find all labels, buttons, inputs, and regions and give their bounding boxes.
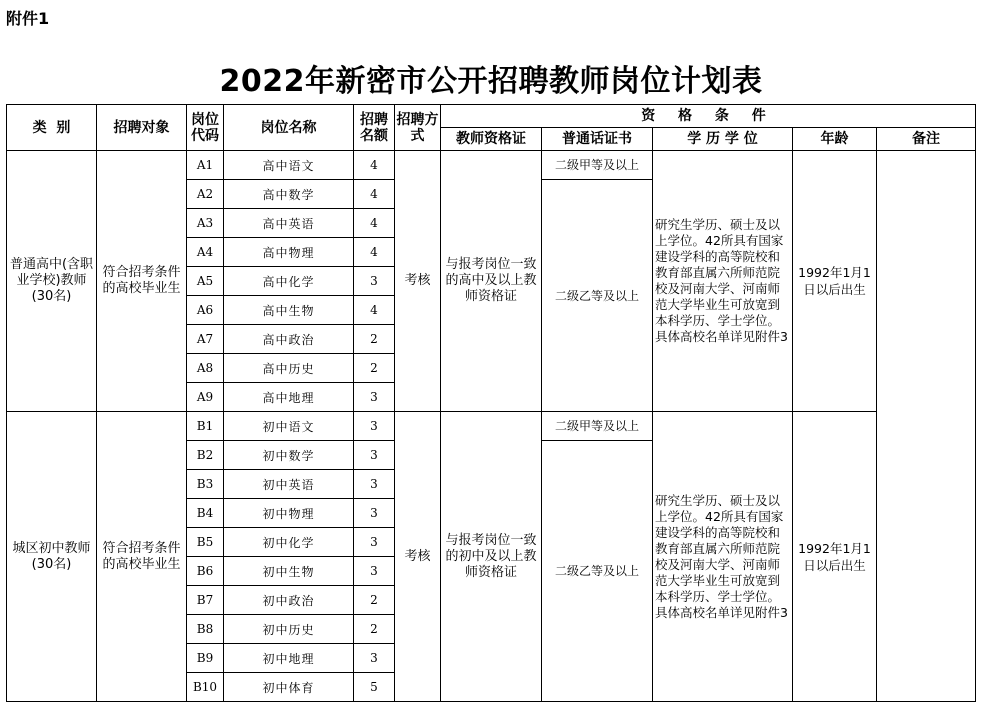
mandarin-cert-rest: 二级乙等及以上 <box>542 441 653 702</box>
recruitment-plan-table <box>6 104 976 702</box>
position-code: A4 <box>187 238 224 267</box>
position-quota: 3 <box>354 528 395 557</box>
position-quota: 3 <box>354 644 395 673</box>
category-cell: 普通高中(含职业学校)教师(30名) <box>7 151 97 412</box>
position-quota: 4 <box>354 180 395 209</box>
header-category: 类 别 <box>7 105 97 151</box>
position-name: 初中语文 <box>224 412 354 441</box>
table-row <box>7 151 976 180</box>
method-cell: 考核 <box>395 151 441 412</box>
mandarin-cert-rest: 二级乙等及以上 <box>542 180 653 412</box>
position-code: A9 <box>187 383 224 412</box>
position-name: 初中历史 <box>224 615 354 644</box>
position-quota: 2 <box>354 354 395 383</box>
attachment-label: 附件1 <box>6 9 50 28</box>
header-mandarin-cert: 普通话证书 <box>542 128 653 151</box>
position-quota: 4 <box>354 238 395 267</box>
category-cell: 城区初中教师(30名) <box>7 412 97 702</box>
position-name: 高中化学 <box>224 267 354 296</box>
header-qualifications: 资 格 条 件 <box>441 105 976 128</box>
position-quota: 4 <box>354 151 395 180</box>
table-row <box>7 412 976 441</box>
position-name: 高中物理 <box>224 238 354 267</box>
education-cell: 研究生学历、硕士及以上学位。42所具有国家建设学科的高等院校和教育部直属六所师范院校及河南大学、河南师范大学毕业生可放宽到本科学历、学士学位。具体高校名单详见附件3 <box>653 412 793 702</box>
age-cell: 1992年1月1日以后出生 <box>793 412 877 702</box>
position-name: 初中物理 <box>224 499 354 528</box>
teacher-cert-cell: 与报考岗位一致的高中及以上教师资格证 <box>441 151 542 412</box>
position-name: 初中政治 <box>224 586 354 615</box>
position-name: 初中数学 <box>224 441 354 470</box>
header-age: 年龄 <box>793 128 877 151</box>
header-remarks: 备注 <box>877 128 976 151</box>
target-cell: 符合招考条件的高校毕业生 <box>97 412 187 702</box>
position-quota: 3 <box>354 499 395 528</box>
position-code: B3 <box>187 470 224 499</box>
mandarin-cert-first: 二级甲等及以上 <box>542 412 653 441</box>
position-code: B1 <box>187 412 224 441</box>
position-name: 高中生物 <box>224 296 354 325</box>
position-code: A7 <box>187 325 224 354</box>
position-name: 初中地理 <box>224 644 354 673</box>
position-name: 初中化学 <box>224 528 354 557</box>
position-code: B6 <box>187 557 224 586</box>
position-name: 初中生物 <box>224 557 354 586</box>
position-quota: 2 <box>354 586 395 615</box>
position-name: 高中地理 <box>224 383 354 412</box>
position-code: B4 <box>187 499 224 528</box>
position-code: A2 <box>187 180 224 209</box>
position-code: A6 <box>187 296 224 325</box>
education-cell: 研究生学历、硕士及以上学位。42所具有国家建设学科的高等院校和教育部直属六所师范院校及河南大学、河南师范大学毕业生可放宽到本科学历、学士学位。具体高校名单详见附件3 <box>653 151 793 412</box>
position-quota: 5 <box>354 673 395 702</box>
position-quota: 3 <box>354 267 395 296</box>
position-quota: 2 <box>354 325 395 354</box>
position-quota: 3 <box>354 412 395 441</box>
age-cell: 1992年1月1日以后出生 <box>793 151 877 412</box>
position-quota: 2 <box>354 615 395 644</box>
position-name: 初中英语 <box>224 470 354 499</box>
header-method: 招聘方式 <box>395 105 441 151</box>
position-code: B9 <box>187 644 224 673</box>
header-code: 岗位代码 <box>187 105 224 151</box>
position-name: 高中政治 <box>224 325 354 354</box>
position-code: B2 <box>187 441 224 470</box>
position-name: 高中数学 <box>224 180 354 209</box>
position-code: A5 <box>187 267 224 296</box>
position-quota: 3 <box>354 441 395 470</box>
teacher-cert-cell: 与报考岗位一致的初中及以上教师资格证 <box>441 412 542 702</box>
page-title: 2022年新密市公开招聘教师岗位计划表 <box>219 64 763 99</box>
position-quota: 4 <box>354 209 395 238</box>
position-name: 初中体育 <box>224 673 354 702</box>
position-quota: 3 <box>354 383 395 412</box>
position-code: B7 <box>187 586 224 615</box>
remarks-cell <box>877 151 976 702</box>
header-target: 招聘对象 <box>97 105 187 151</box>
header-education: 学 历 学 位 <box>653 128 793 151</box>
position-name: 高中历史 <box>224 354 354 383</box>
position-code: A1 <box>187 151 224 180</box>
position-code: B5 <box>187 528 224 557</box>
position-quota: 3 <box>354 557 395 586</box>
position-quota: 4 <box>354 296 395 325</box>
header-quota: 招聘名额 <box>354 105 395 151</box>
header-position-name: 岗位名称 <box>224 105 354 151</box>
position-code: A8 <box>187 354 224 383</box>
target-cell: 符合招考条件的高校毕业生 <box>97 151 187 412</box>
position-name: 高中语文 <box>224 151 354 180</box>
position-code: B8 <box>187 615 224 644</box>
header-teacher-cert: 教师资格证 <box>441 128 542 151</box>
mandarin-cert-first: 二级甲等及以上 <box>542 151 653 180</box>
method-cell: 考核 <box>395 412 441 702</box>
position-code: A3 <box>187 209 224 238</box>
position-name: 高中英语 <box>224 209 354 238</box>
position-code: B10 <box>187 673 224 702</box>
position-quota: 3 <box>354 470 395 499</box>
